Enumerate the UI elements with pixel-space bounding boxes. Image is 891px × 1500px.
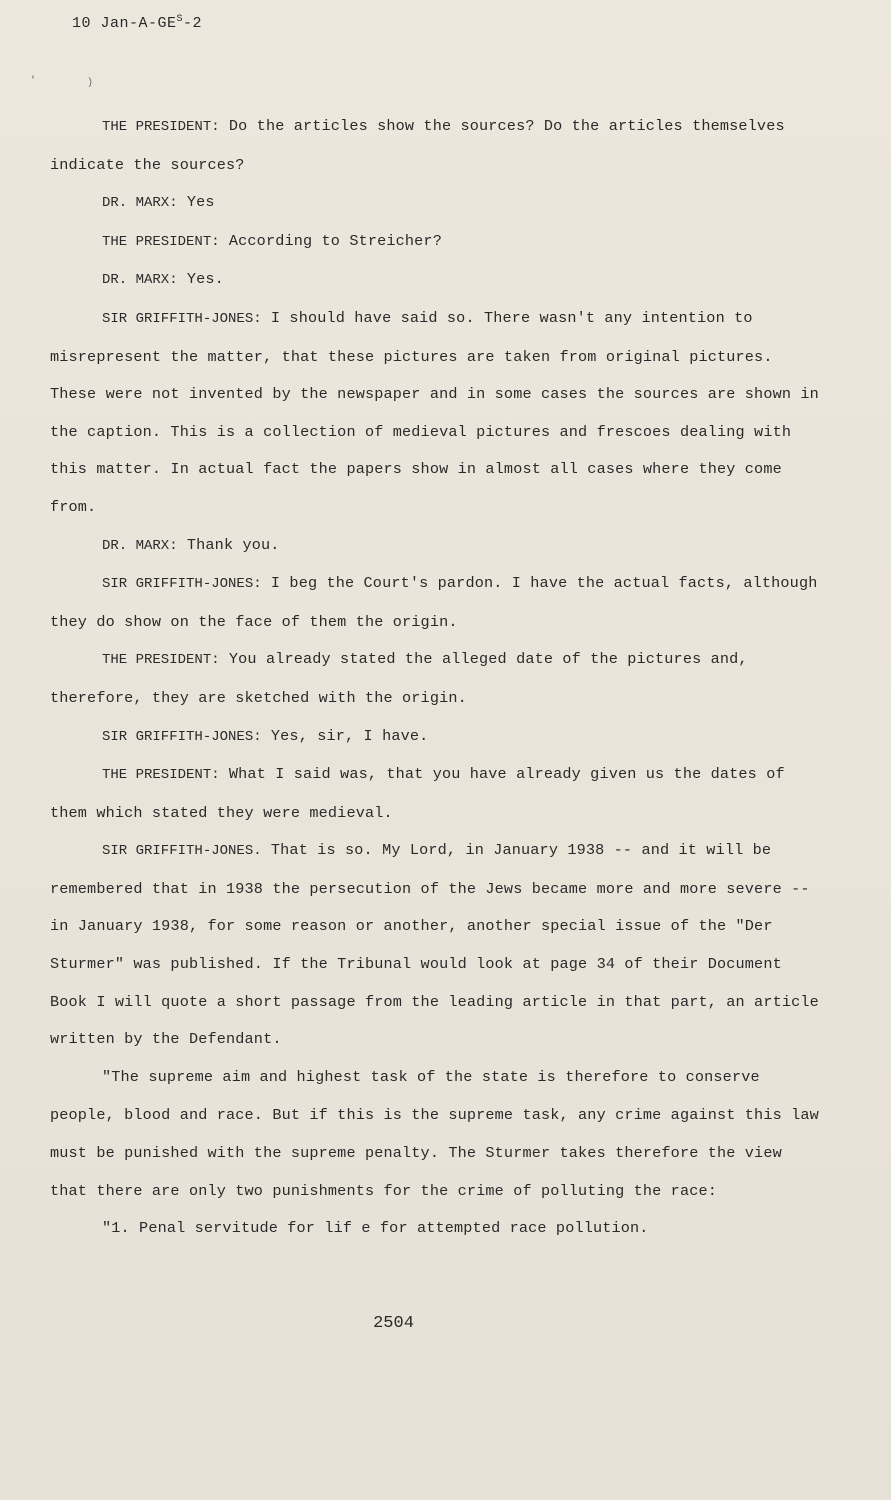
stray-mark: ' <box>30 76 37 87</box>
transcript-paragraph <box>50 108 820 184</box>
speaker-label: THE PRESIDENT: <box>102 652 220 669</box>
paragraph-text: "1. Penal servitude for lif e for attempted race pollution. <box>102 1219 649 1238</box>
paragraph-text: According to Streicher? <box>219 231 442 250</box>
paragraph-text: I should have said so. There wasn't any intention to misrepresent the matter, that these pictures are taken from original pictures. These were not invented by the newspaper and in some cases the sources are shown in the caption. This is a collection of medieval pictures and frescoes dealing with this matter. In actual fact the papers show in almost all cases where they come from. <box>50 308 819 516</box>
transcript-paragraph <box>50 832 820 1059</box>
speaker-label: DR. MARX: <box>102 537 178 554</box>
transcript-paragraph <box>50 527 820 566</box>
paragraph-text: Thank you. <box>177 535 280 554</box>
speaker-label: THE PRESIDENT: <box>102 767 220 784</box>
transcript-paragraph <box>50 565 820 641</box>
transcript-paragraph <box>50 718 820 757</box>
stray-mark: ) <box>87 78 94 89</box>
paragraph-text: Yes. <box>177 270 224 289</box>
paragraph-text: "The supreme aim and highest task of the state is therefore to conserve people, blood and race. But if this is the supreme task, any crime against this law must be punished with the supreme penalty. The Sturmer takes therefore the view that there are only two punishments for the crime of polluting the race: <box>50 1067 819 1200</box>
paragraph-text: You already stated the alleged date of the pictures and, therefore, they are sketched with the origin. <box>50 650 748 707</box>
transcript-paragraph <box>50 184 820 223</box>
paragraph-text: Yes <box>177 193 215 212</box>
transcript-paragraph <box>50 641 820 717</box>
transcript-paragraph <box>50 756 820 832</box>
speaker-label: SIR GRIFFITH-JONES: <box>102 310 262 327</box>
speaker-label: SIR GRIFFITH-JONES. <box>102 843 262 860</box>
paragraph-text: Yes, sir, I have. <box>261 726 429 745</box>
transcript-paragraph <box>50 261 820 300</box>
speaker-label: THE PRESIDENT: <box>102 233 220 250</box>
paragraph-text: I beg the Court's pardon. I have the actual facts, although they do show on the face of them the origin. <box>50 574 818 631</box>
document-reference <box>72 14 202 32</box>
speaker-label: SIR GRIFFITH-JONES: <box>102 728 262 745</box>
paragraph-text: Do the articles show the sources? Do the articles themselves indicate the sources? <box>50 117 785 174</box>
transcript-body <box>50 108 820 1249</box>
quoted-paragraph <box>50 1210 820 1249</box>
speaker-label: THE PRESIDENT: <box>102 119 220 135</box>
quoted-paragraph <box>50 1059 820 1210</box>
reference-main: 10 Jan-A-GE <box>72 15 177 32</box>
paragraph-text: What I said was, that you have already given us the dates of them which stated they were medieval. <box>50 765 785 822</box>
speaker-label: DR. MARX: <box>102 195 178 212</box>
speaker-label: DR. MARX: <box>102 272 178 289</box>
paragraph-text: That is so. My Lord, in January 1938 -- and it will be remembered that in 1938 the persecution of the Jews became more and more severe -- in January 1938, for some reason or another, another special issue of the "Der Sturmer" was published. If the Tribunal would look at page 34 of their Document Book I will quote a short passage from the leading article in that part, an article written by the Defendant. <box>50 841 819 1049</box>
transcript-paragraph <box>50 300 820 527</box>
speaker-label: SIR GRIFFITH-JONES: <box>102 576 262 593</box>
transcript-paragraph <box>50 223 820 262</box>
page-number: 2504 <box>373 1314 414 1333</box>
reference-superscript: S <box>176 14 184 25</box>
reference-tail: -2 <box>183 15 203 32</box>
